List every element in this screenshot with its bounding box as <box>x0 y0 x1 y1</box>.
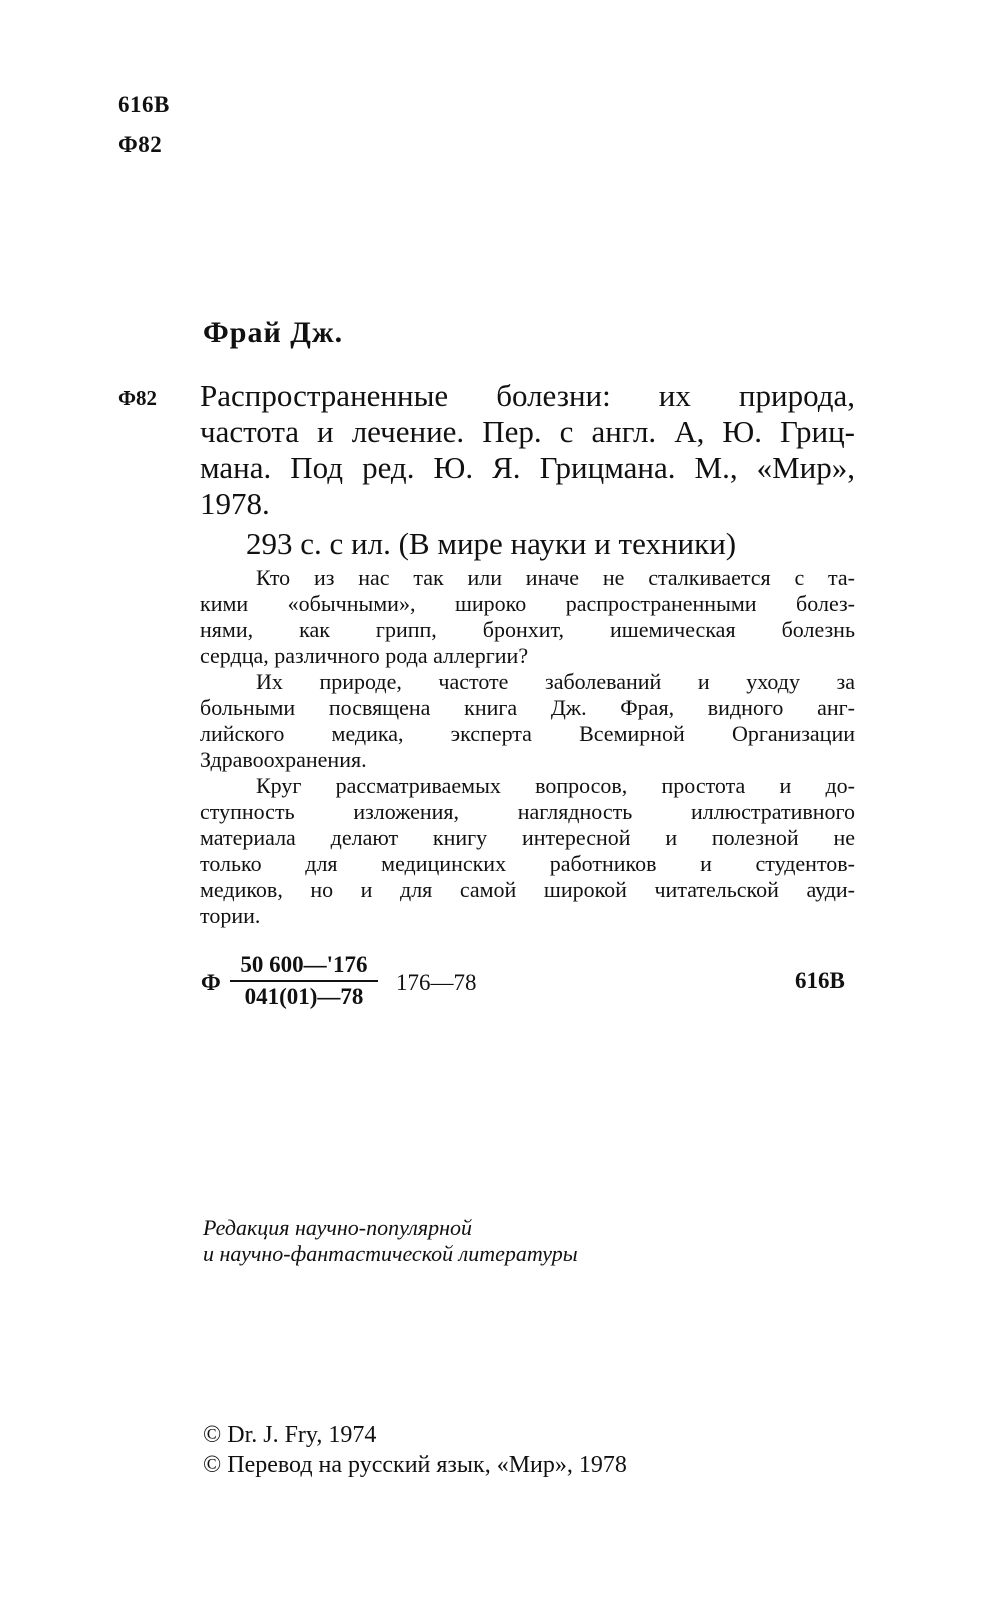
annotation-line: сердца, различного рода аллергии? <box>200 643 529 668</box>
annotation-line: лийского медика, эксперта Всемирной Организации <box>200 721 855 746</box>
copyright-notice <box>203 1420 627 1480</box>
annotation-line: материала делают книгу интересной и полезной не <box>200 825 855 850</box>
annotation-line: кими «обычными», широко распространенными болез- <box>200 591 855 616</box>
annotation-line: Кто из нас так или иначе не сталкивается с та- <box>256 565 855 590</box>
annotation-line: медиков, но и для самой широкой читательской ауди- <box>200 877 855 902</box>
index-suffix: 176—78 <box>396 970 477 995</box>
bib-line: мана. Под ред. Ю. Я. Грицмана. М., «Мир», <box>200 450 855 485</box>
bibliographic-description <box>200 378 855 562</box>
annotation-line: только для медицинских работников и студентов- <box>200 851 855 876</box>
series-line: 293 с. с ил. (В мире науки и техники) <box>246 526 737 561</box>
annotation-line: Здравоохранения. <box>200 747 367 772</box>
copyright-line: © Dr. J. Fry, 1974 <box>203 1422 377 1448</box>
editorial-line: и научно-фантастической литературы <box>203 1241 578 1266</box>
catalog-side-code: Ф82 <box>118 386 158 410</box>
index-fraction <box>230 952 378 1010</box>
annotation-line: больными посвящена книга Дж. Фрая, видного анг- <box>200 695 855 720</box>
bib-line: частота и лечение. Пер. с англ. А, Ю. Гриц- <box>200 414 855 449</box>
editorial-board <box>203 1215 578 1267</box>
annotation-line: тории. <box>200 903 261 928</box>
editorial-line: Редакция научно-популярной <box>203 1215 473 1240</box>
index-letter: Ф <box>201 970 221 995</box>
annotation-line: ступность изложения, наглядность иллюстративного <box>200 799 855 824</box>
annotation-paragraph <box>200 669 855 773</box>
annotation-paragraph <box>200 773 855 929</box>
index-numerator: 50 600—'176 <box>240 952 368 977</box>
annotation-paragraph <box>200 565 855 669</box>
index-denominator: 041(01)—78 <box>244 984 364 1009</box>
annotation-line: нями, как грипп, бронхит, ишемическая болезнь <box>200 617 855 642</box>
index-right-code: 616В <box>795 968 845 993</box>
annotation <box>200 565 855 929</box>
author-sign: Ф82 <box>118 132 163 157</box>
classification-code: 616В <box>118 92 170 117</box>
annotation-line: Круг рассматриваемых вопросов, простота и до- <box>256 773 855 798</box>
bib-line: 1978. <box>200 486 270 521</box>
author-name: Фрай Дж. <box>203 316 344 349</box>
copyright-line: © Перевод на русский язык, «Мир», 1978 <box>203 1452 627 1478</box>
bib-line: Распространенные болезни: их природа, <box>200 378 855 413</box>
annotation-line: Их природе, частоте заболеваний и уходу за <box>256 669 855 694</box>
